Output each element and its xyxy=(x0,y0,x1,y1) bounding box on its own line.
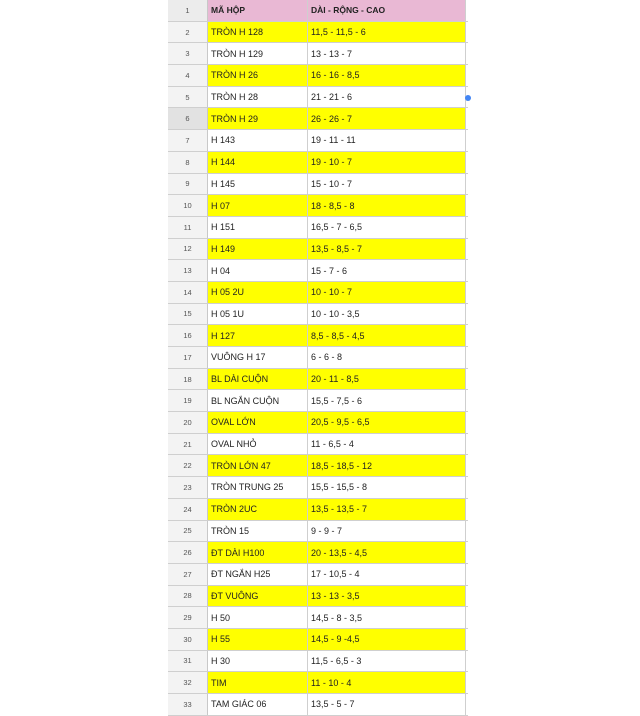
code-cell[interactable]: H 151 xyxy=(208,217,308,238)
row-number[interactable]: 2 xyxy=(168,22,208,43)
dims-cell[interactable]: 14,5 - 9 -4,5 xyxy=(308,629,466,650)
dims-cell[interactable]: 11 - 6,5 - 4 xyxy=(308,434,466,455)
row-number[interactable]: 21 xyxy=(168,434,208,455)
code-cell[interactable]: TRÒN 2UC xyxy=(208,499,308,520)
code-cell[interactable]: H 143 xyxy=(208,130,308,151)
code-cell[interactable]: TRÒN LỚN 47 xyxy=(208,455,308,476)
row-number[interactable]: 8 xyxy=(168,152,208,173)
code-cell[interactable]: TRÒN H 128 xyxy=(208,22,308,43)
row-number[interactable]: 29 xyxy=(168,607,208,628)
dims-cell[interactable]: 13,5 - 5 - 7 xyxy=(308,694,466,715)
dims-cell[interactable]: 11 - 10 - 4 xyxy=(308,672,466,693)
table-row xyxy=(168,22,468,44)
table-row xyxy=(168,65,468,87)
code-cell[interactable]: H 30 xyxy=(208,651,308,672)
code-cell[interactable]: H 07 xyxy=(208,195,308,216)
header-code-cell[interactable]: MÃ HỘP xyxy=(208,0,308,21)
row-number[interactable]: 24 xyxy=(168,499,208,520)
row-number[interactable]: 4 xyxy=(168,65,208,86)
dims-cell[interactable]: 13,5 - 8,5 - 7 xyxy=(308,239,466,260)
dims-cell[interactable]: 9 - 9 - 7 xyxy=(308,521,466,542)
dims-cell[interactable]: 14,5 - 8 - 3,5 xyxy=(308,607,466,628)
row-number[interactable]: 31 xyxy=(168,651,208,672)
dims-cell[interactable]: 8,5 - 8,5 - 4,5 xyxy=(308,325,466,346)
row-number[interactable]: 10 xyxy=(168,195,208,216)
table-row xyxy=(168,390,468,412)
code-cell[interactable]: TAM GIÁC 06 xyxy=(208,694,308,715)
code-cell[interactable]: H 145 xyxy=(208,174,308,195)
dims-cell[interactable]: 21 - 21 - 6 xyxy=(308,87,466,108)
table-row xyxy=(168,304,468,326)
row-number[interactable]: 28 xyxy=(168,586,208,607)
code-cell[interactable]: H 149 xyxy=(208,239,308,260)
dims-cell[interactable]: 15,5 - 7,5 - 6 xyxy=(308,390,466,411)
table-row xyxy=(168,239,468,261)
row-number[interactable]: 1 xyxy=(168,0,208,21)
code-cell[interactable]: ĐT VUÔNG xyxy=(208,586,308,607)
dims-cell[interactable]: 15 - 7 - 6 xyxy=(308,260,466,281)
code-cell[interactable]: H 55 xyxy=(208,629,308,650)
dims-cell[interactable]: 18,5 - 18,5 - 12 xyxy=(308,455,466,476)
dims-cell[interactable]: 11,5 - 6,5 - 3 xyxy=(308,651,466,672)
code-cell[interactable]: H 144 xyxy=(208,152,308,173)
table-row xyxy=(168,130,468,152)
dims-cell[interactable]: 19 - 11 - 11 xyxy=(308,130,466,151)
row-number[interactable]: 7 xyxy=(168,130,208,151)
table-row xyxy=(168,434,468,456)
table-row xyxy=(168,347,468,369)
code-cell[interactable]: H 04 xyxy=(208,260,308,281)
code-cell[interactable]: TIM xyxy=(208,672,308,693)
code-cell[interactable]: BL DÀI CUỘN xyxy=(208,369,308,390)
code-cell[interactable]: OVAL LỚN xyxy=(208,412,308,433)
table-row xyxy=(168,607,468,629)
table-row xyxy=(168,369,468,391)
code-cell[interactable]: TRÒN H 26 xyxy=(208,65,308,86)
header-row xyxy=(168,0,468,22)
table-row xyxy=(168,499,468,521)
dims-cell[interactable]: 17 - 10,5 - 4 xyxy=(308,564,466,585)
row-number[interactable]: 20 xyxy=(168,412,208,433)
code-cell[interactable]: OVAL NHỎ xyxy=(208,434,308,455)
table-row xyxy=(168,282,468,304)
table-row xyxy=(168,651,468,673)
table-row xyxy=(168,521,468,543)
table-row xyxy=(168,455,468,477)
code-cell[interactable]: H 127 xyxy=(208,325,308,346)
table-row xyxy=(168,260,468,282)
code-cell[interactable]: TRÒN 15 xyxy=(208,521,308,542)
row-number[interactable]: 14 xyxy=(168,282,208,303)
table-row xyxy=(168,412,468,434)
code-cell[interactable]: ĐT NGẮN H25 xyxy=(208,564,308,585)
dims-cell[interactable]: 13 - 13 - 3,5 xyxy=(308,586,466,607)
row-number[interactable]: 16 xyxy=(168,325,208,346)
dims-cell[interactable]: 11,5 - 11,5 - 6 xyxy=(308,22,466,43)
row-number[interactable]: 11 xyxy=(168,217,208,238)
dims-cell[interactable]: 16,5 - 7 - 6,5 xyxy=(308,217,466,238)
row-number[interactable]: 32 xyxy=(168,672,208,693)
table-row xyxy=(168,217,468,239)
table-row xyxy=(168,152,468,174)
dims-cell[interactable]: 16 - 16 - 8,5 xyxy=(308,65,466,86)
code-cell[interactable]: BL NGẮN CUỘN xyxy=(208,390,308,411)
dims-cell[interactable]: 15,5 - 15,5 - 8 xyxy=(308,477,466,498)
code-cell[interactable]: H 05 2U xyxy=(208,282,308,303)
code-cell[interactable]: ĐT DÀI H100 xyxy=(208,542,308,563)
header-dims-cell[interactable]: DÀI - RỘNG - CAO xyxy=(308,0,466,21)
dims-cell[interactable]: 18 - 8,5 - 8 xyxy=(308,195,466,216)
row-number[interactable]: 22 xyxy=(168,455,208,476)
spreadsheet-grid xyxy=(168,0,468,716)
row-number[interactable]: 27 xyxy=(168,564,208,585)
row-number[interactable]: 12 xyxy=(168,239,208,260)
row-number[interactable]: 33 xyxy=(168,694,208,715)
table-row xyxy=(168,195,468,217)
dims-cell[interactable]: 20 - 13,5 - 4,5 xyxy=(308,542,466,563)
dims-cell[interactable]: 20 - 11 - 8,5 xyxy=(308,369,466,390)
row-number[interactable]: 13 xyxy=(168,260,208,281)
row-number[interactable]: 26 xyxy=(168,542,208,563)
dims-cell[interactable]: 19 - 10 - 7 xyxy=(308,152,466,173)
row-number[interactable]: 23 xyxy=(168,477,208,498)
row-number[interactable]: 15 xyxy=(168,304,208,325)
table-row xyxy=(168,108,468,130)
table-row xyxy=(168,694,468,716)
row-number[interactable]: 9 xyxy=(168,174,208,195)
row-number[interactable]: 19 xyxy=(168,390,208,411)
dims-cell[interactable]: 26 - 26 - 7 xyxy=(308,108,466,129)
dims-cell[interactable]: 10 - 10 - 7 xyxy=(308,282,466,303)
table-row xyxy=(168,325,468,347)
row-number[interactable]: 6 xyxy=(168,108,208,129)
table-row xyxy=(168,477,468,499)
code-cell[interactable]: VUÔNG H 17 xyxy=(208,347,308,368)
row-number[interactable]: 18 xyxy=(168,369,208,390)
code-cell[interactable]: TRÒN H 129 xyxy=(208,43,308,64)
dims-cell[interactable]: 13,5 - 13,5 - 7 xyxy=(308,499,466,520)
dims-cell[interactable]: 20,5 - 9,5 - 6,5 xyxy=(308,412,466,433)
table-row xyxy=(168,542,468,564)
code-cell[interactable]: TRÒN H 28 xyxy=(208,87,308,108)
table-row xyxy=(168,672,468,694)
table-row xyxy=(168,43,468,65)
row-number[interactable]: 25 xyxy=(168,521,208,542)
code-cell[interactable]: TRÒN TRUNG 25 xyxy=(208,477,308,498)
dims-cell[interactable]: 15 - 10 - 7 xyxy=(308,174,466,195)
code-cell[interactable]: TRÒN H 29 xyxy=(208,108,308,129)
table-body xyxy=(168,22,468,716)
dims-cell[interactable]: 6 - 6 - 8 xyxy=(308,347,466,368)
code-cell[interactable]: H 05 1U xyxy=(208,304,308,325)
row-number[interactable]: 30 xyxy=(168,629,208,650)
table-row xyxy=(168,174,468,196)
selection-handle[interactable] xyxy=(465,95,471,101)
row-number[interactable]: 5 xyxy=(168,87,208,108)
row-number[interactable]: 17 xyxy=(168,347,208,368)
code-cell[interactable]: H 50 xyxy=(208,607,308,628)
row-number[interactable]: 3 xyxy=(168,43,208,64)
dims-cell[interactable]: 10 - 10 - 3,5 xyxy=(308,304,466,325)
table-row xyxy=(168,87,468,109)
dims-cell[interactable]: 13 - 13 - 7 xyxy=(308,43,466,64)
table-row xyxy=(168,564,468,586)
table-row xyxy=(168,586,468,608)
